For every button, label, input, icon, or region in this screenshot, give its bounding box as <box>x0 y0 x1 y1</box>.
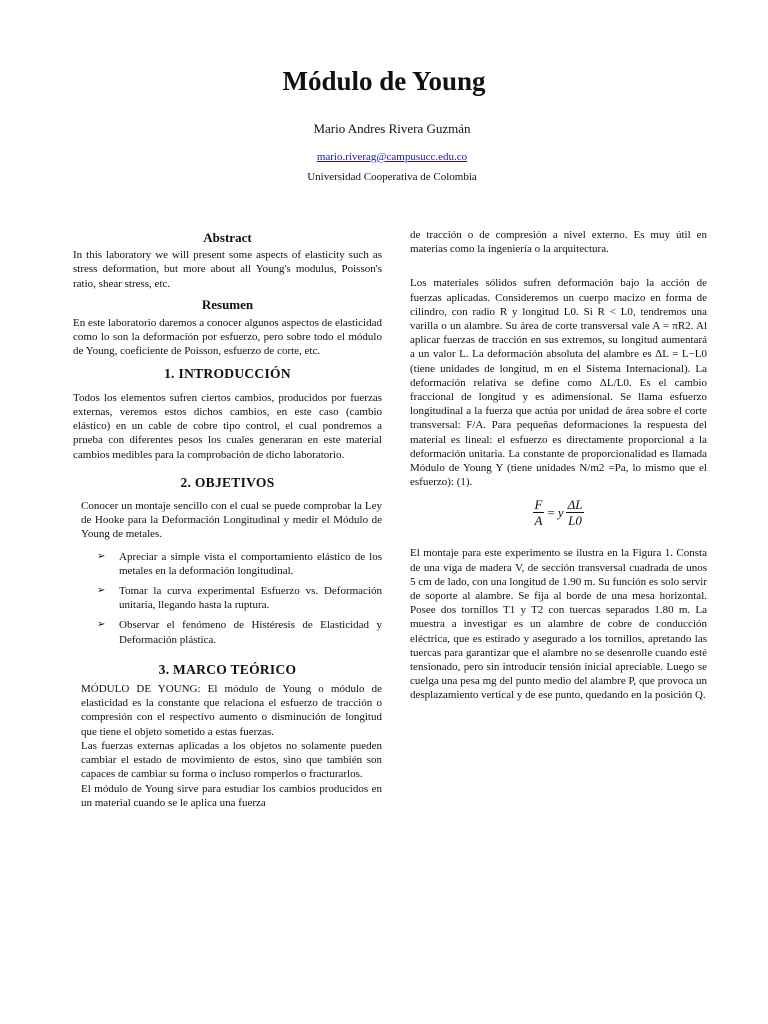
list-item-text: Apreciar a simple vista el comportamiento elástico de los metales en la deformación longitudinal. <box>119 550 382 577</box>
objetivos-heading: 2. OBJETIVOS <box>180 474 275 490</box>
formula-fraction-right <box>566 497 585 528</box>
right-paragraph-2: Los materiales sólidos sufren deformación bajo la acción de fuerzas aplicadas. Consideremos un cuerpo macizo en forma de cilindro, con radio R y longitud L0. Si R < L0, tendremos una varilla o un alambre. Su área de corte transversal vale A = πR2. Al aplicar fuerzas de tracción en sus extremos, su longitud aumentará a un valor L. La deformación absoluta del alambre es ΔL = L−L0 (tiene unidades de longitud, m en el Sistema Internacional). La deformación relativa se define como ΔL/L0. Es el cambio fraccional de longitud y es adimensional. Se llama esfuerzo longitudinal a la fuerza que actúa por unidad de área sobre el corte transversal: F/A. Para pequeñas deformaciones la respuesta del material es lineal: el esfuerzo es directamente proporcional a la deformación unitaria. La constante de proporcionalidad es llamada Módulo de Young Y (tiene unidades N/m2 =Pa, lo mismo que el esfuerzo): (1). <box>410 277 707 489</box>
marco-heading: 3. MARCO TEÓRICO <box>158 661 297 677</box>
author-name: Mario Andres Rivera Guzmán <box>313 121 471 136</box>
resumen-heading: Resumen <box>201 296 254 312</box>
right-column <box>410 228 707 703</box>
list-item-text: Tomar la curva experimental Esfuerzo vs. Deformación unitaria, llegando hasta la ruptura. <box>119 585 382 612</box>
paper-title: Módulo de Young <box>282 66 486 96</box>
objetivos-text: Conocer un montaje sencillo con el cual se puede comprobar la Ley de Hooke para la Deformación Longitudinal y medir el Módulo de Young de metales. <box>81 500 382 541</box>
marco-paragraph-2: Las fuerzas externas aplicadas a los objetos no solamente pueden cambiar el estado de movimiento de estos, sino que también son capaces de cambiar su forma o incluso romperlos o fracturarlos. <box>81 739 382 781</box>
left-column <box>73 228 382 810</box>
introduccion-text: Todos los elementos sufren ciertos cambios, producidos por fuerzas externas, veremos estos dichos cambios, en este caso (cambio elástico) en un cable de cobre tipo control, el cual pondremos a prueba con diferentes pesos los cuales generaran en este material cambios medibles para la comprobación de dicho laboratorio. <box>73 391 382 461</box>
formula-denominator: L0 <box>568 513 582 529</box>
author-email-link[interactable]: mario.riverag@campusucc.edu.co <box>316 151 468 163</box>
abstract-text: In this laboratory we will present some aspects of elasticity such as stress deformation, but more about all Young's modulus, Poisson's ratio, shear stress, etc. <box>73 249 382 290</box>
young-formula <box>410 497 707 528</box>
resumen-text: En este laboratorio daremos a conocer algunos aspectos de elasticidad como lo son la deformación por esfuerzo, pero sobre todo el módulo de Young, coeficiente de Poisson, esfuerzo de corte, etc. <box>73 317 382 358</box>
list-item <box>73 584 382 612</box>
arrow-bullet-icon: ➢ <box>97 619 106 631</box>
abstract-heading: Abstract <box>203 230 252 245</box>
formula-denominator: A <box>534 513 543 529</box>
arrow-bullet-icon: ➢ <box>97 585 106 597</box>
formula-numerator: ΔL <box>567 497 583 513</box>
formula-fraction-left <box>533 497 545 528</box>
formula-coefficient: y <box>557 504 564 520</box>
introduccion-heading: 1. INTRODUCCIÓN <box>164 365 291 381</box>
marco-paragraph-3: El módulo de Young sirve para estudiar los cambios producidos en un material cuando se le aplica una fuerza <box>81 782 382 809</box>
right-paragraph-3: El montaje para este experimento se ilustra en la Figura 1. Consta de una viga de madera V, de sección transversal cuadrada de unos 5 cm de lado, con una longitud de 1.90 m. Su función es solo servir de soporte al alambre. Se fija al borde de una mesa horizontal. Posee dos tornillos T1 y T2 con tuercas separados 1.80 m. La muestra a investigar es un alambre de cobre de conducción eléctrica, que es estirado y asegurado a los tornillos, apretando las tuercas para garantizar que el alambre no se desenrolle cuando esté tensionado, pero sin introducir tensión inicial apreciable. Luego se cuelga una pesa mg del punto medio del alambre P, que provoca un desplazamiento vertical y de ese punto, quedando en la posición Q. <box>410 547 707 702</box>
list-item-text: Observar el fenómeno de Histéresis de Elasticidad y Deformación plástica. <box>119 619 382 646</box>
list-item <box>73 550 382 578</box>
formula-numerator: F <box>534 497 543 513</box>
arrow-bullet-icon: ➢ <box>97 550 106 562</box>
author-affiliation: Universidad Cooperativa de Colombia <box>307 171 477 183</box>
marco-paragraph-1: MÓDULO DE YOUNG: El módulo de Young o módulo de elasticidad es la constante que relaciona el esfuerzo de tracción o compresión con el respectivo aumento o disminución de longitud que tiene el objeto sometido a estas fuerzas. <box>81 683 382 738</box>
marco-body <box>73 682 382 810</box>
list-item <box>73 618 382 646</box>
objetivos-list <box>73 550 382 647</box>
right-paragraph-1: de tracción o de compresión a nivel externo. Es muy útil en materias como la ingeniería o la arquitectura. <box>410 229 707 256</box>
formula-equals: = <box>547 504 555 520</box>
